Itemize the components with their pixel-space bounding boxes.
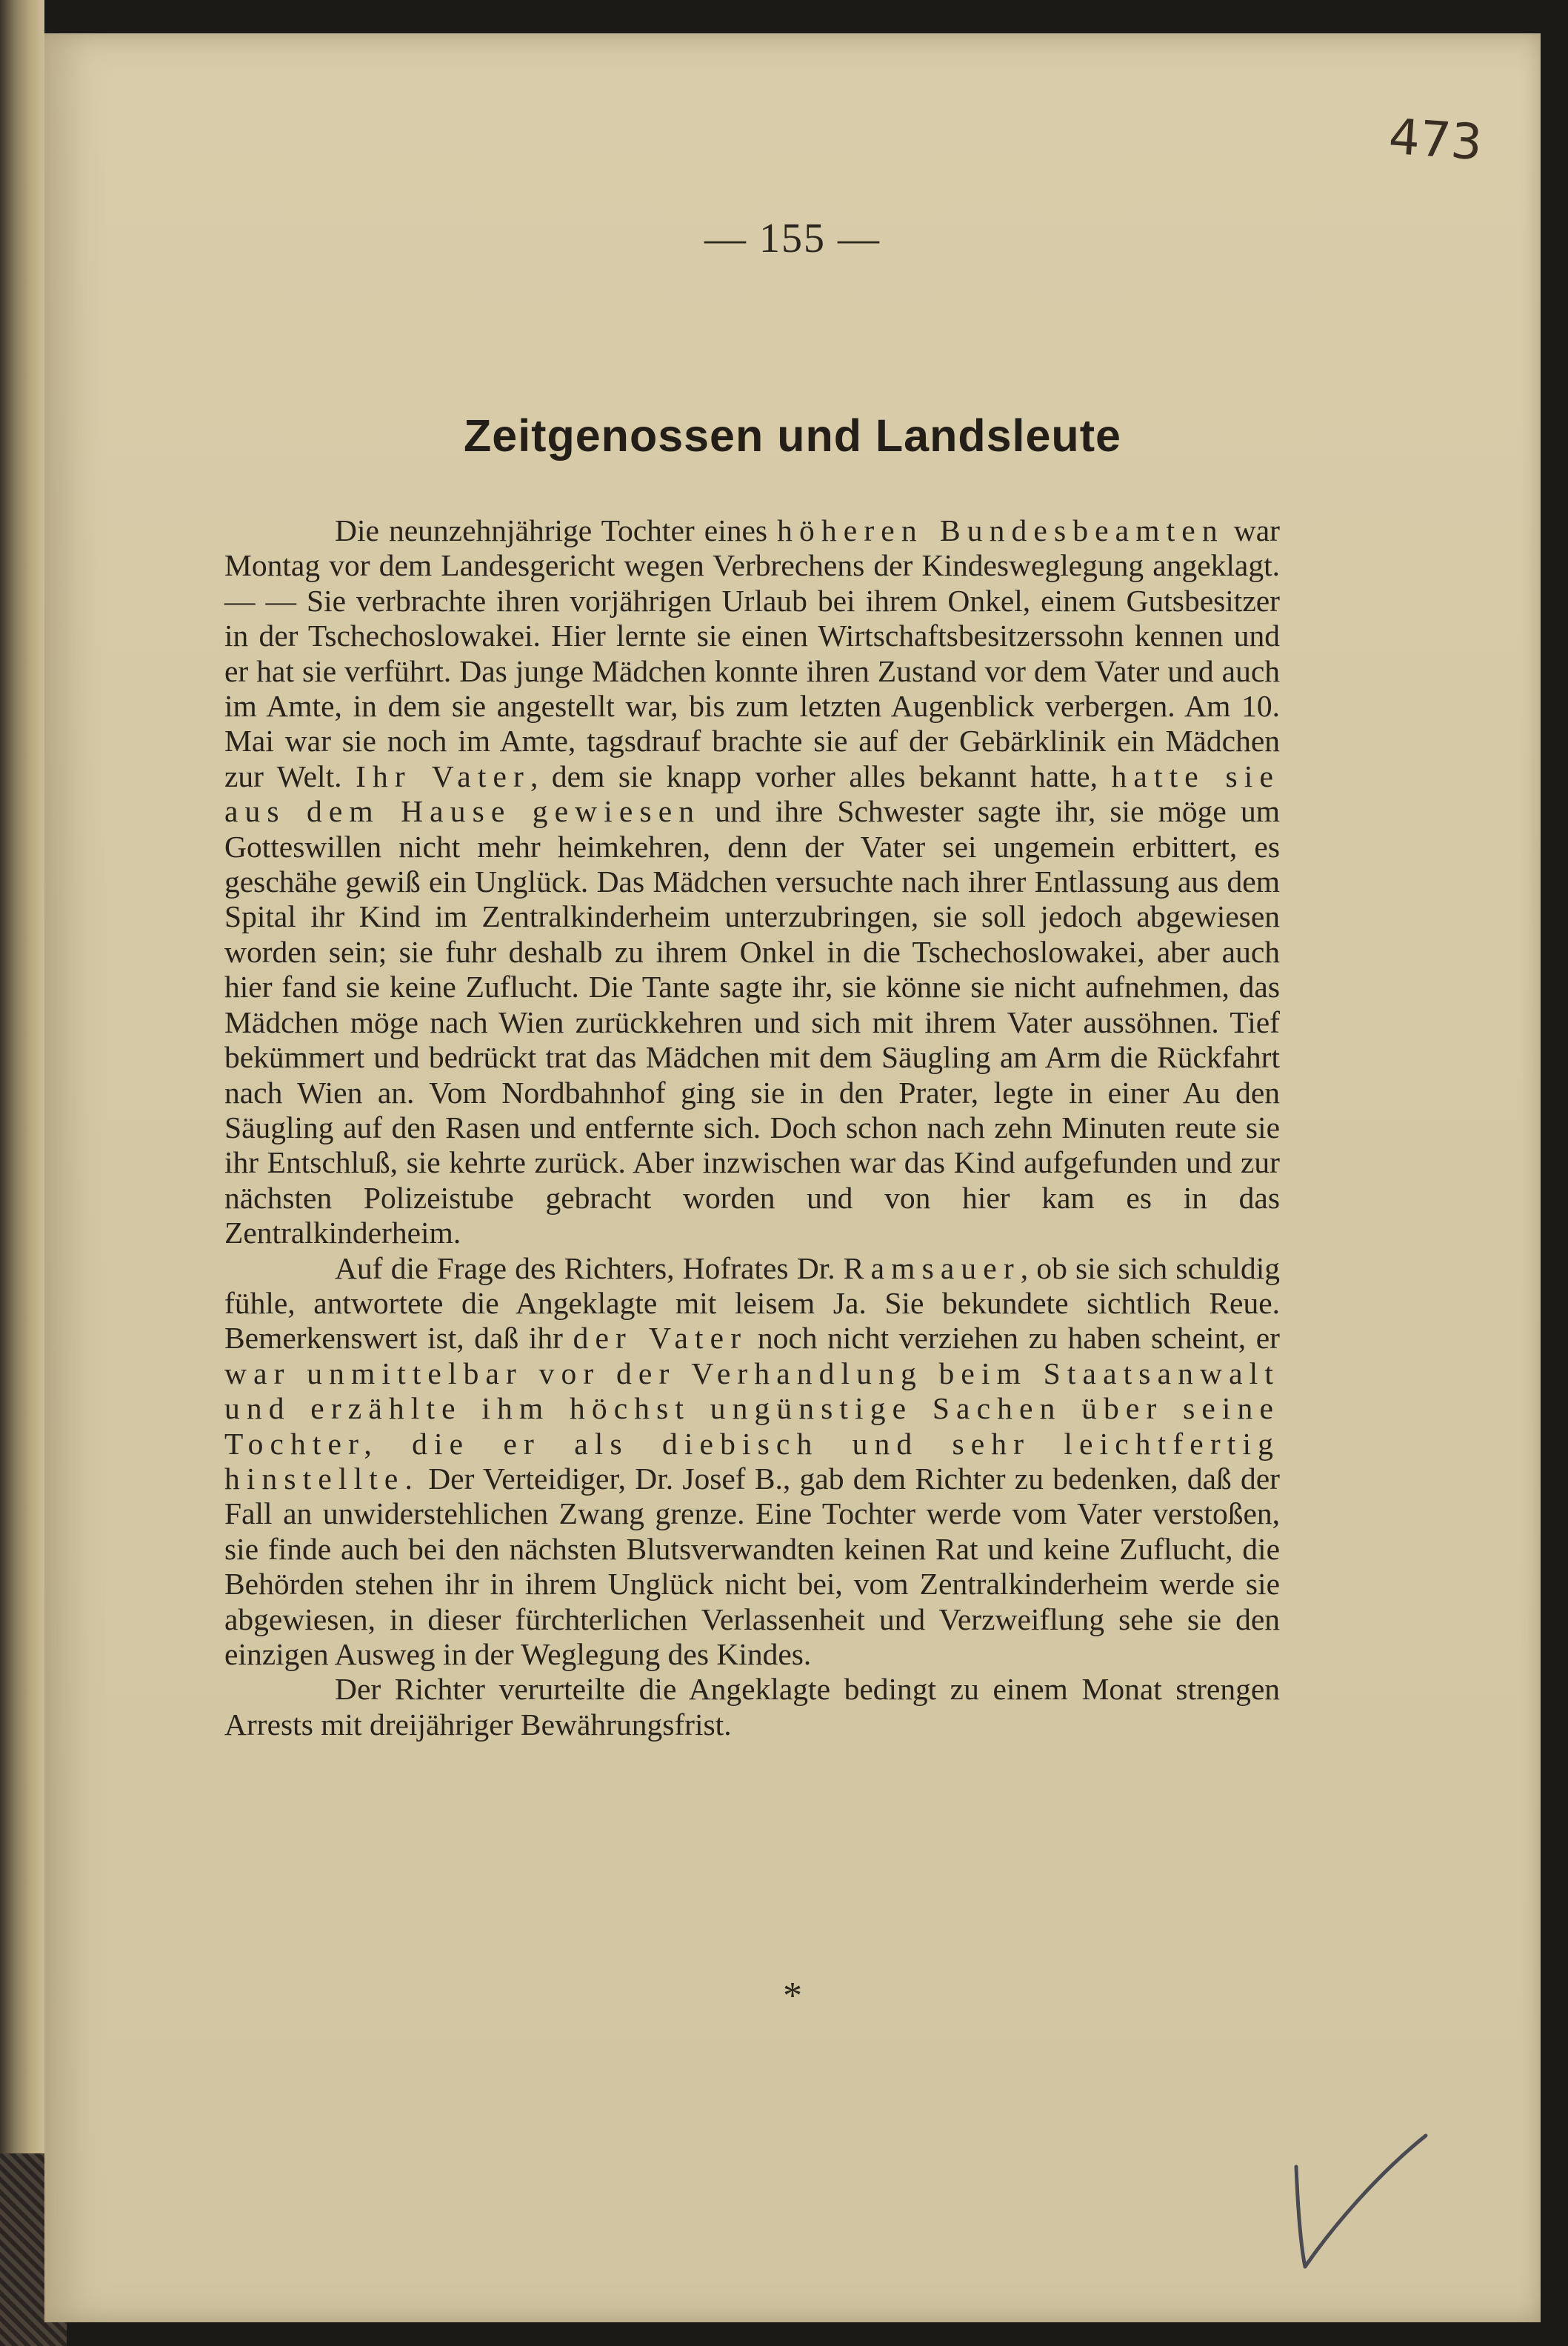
spaced-emphasis: Ihr Vater: [356, 759, 530, 793]
spaced-emphasis: war unmittelbar vor der Verhandlung beim Staatsanwalt und erzählte ihm höchst ungünstige Sachen über seine Tochter, die er als diebisch und sehr leichtfertig hinstellte.: [224, 1356, 1280, 1496]
text-run: , ob sie sich schuldig fühle, antwortete die Angeklagte mit leisem Ja. Sie bekundete sichtlich Reue. Bemerkenswert ist, daß ihr: [224, 1250, 1280, 1356]
spaced-emphasis: Ramsauer: [843, 1250, 1021, 1285]
paragraph-2: [224, 1251, 1280, 1673]
text-run: und ihre Schwester sagte ihr, sie möge um Gotteswillen nicht mehr heimkehren, denn der Vater sei ungemein erbittert, es geschähe gewiß ein Unglück. Das Mädchen versuchte nach ihrer Entlassung aus dem Spital ihr Kind im Zentralkinderheim unterzubringen, sie soll jedoch abgewiesen worden sein; sie fuhr deshalb zu ihrem Onkel in die Tschechoslowakei, aber auch hier fand sie keine Zuflucht. Die Tante sagte ihr, sie könne sie nicht aufnehmen, das Mädchen möge nach Wien zurückkehren und sich mit ihrem Vater aussöhnen. Tief bekümmert und bedrückt trat das Mädchen mit dem Säugling am Arm die Rückfahrt nach Wien an. Vom Nordbahnhof ging sie in den Prater, legte in einer Au den Säugling auf den Rasen und entfernte sich. Doch schon nach zehn Minuten reute sie ihr Entschluß, sie kehrte zurück. Aber inzwischen war das Kind aufgefunden und zur nächsten Polizeistube gebracht worden und von hier kam es in das Zentralkinderheim.: [224, 794, 1281, 1250]
handwritten-checkmark-icon: [1267, 2115, 1444, 2278]
text-run: Auf die Frage des Richters, Hofrates Dr.: [335, 1250, 844, 1285]
text-run: , dem sie knapp vorher alles bekannt hatte,: [530, 759, 1112, 793]
paragraph-3: [224, 1672, 1280, 1742]
article-body: [224, 513, 1280, 1742]
book-binding-edge: [0, 0, 44, 2346]
spaced-emphasis: höheren Bundesbeamten: [777, 513, 1224, 547]
document-page: [44, 33, 1541, 2322]
section-separator: *: [783, 1975, 802, 2017]
page-number: — 155 —: [704, 216, 881, 261]
spaced-emphasis: hatte sie aus dem Hause gewiesen: [224, 759, 1281, 829]
text-run: war Montag vor dem Landesgericht wegen Verbrechens der Kindesweglegung angeklagt. — — Sie verbrachte ihren vorjährigen Urlaub bei ihrem Onkel, einem Gutsbesitzer in der Tschechoslowakei. Hier lernte sie einen Wirtschaftsbesitzerssohn kennen und er hat sie verführt. Das junge Mädchen konnte ihren Zustand vor dem Vater und auch im Amte, in dem sie angestellt war, bis zum letzten Augenblick verbergen. Am 10. Mai war sie noch im Amte, tagsdrauf brachte sie auf der Gebärklinik ein Mädchen zur Welt.: [224, 513, 1280, 793]
text-run: noch nicht verziehen zu haben scheint, er: [747, 1321, 1280, 1356]
text-run: Der Verteidiger, Dr. Josef B., gab dem Richter zu bedenken, daß der Fall an unwiderstehlichen Zwang grenze. Eine Tochter werde vom Vater verstoßen, sie finde auch bei den nächsten Blutsverwandten keinen Rat und keine Zuflucht, die Behörden stehen ihr in ihrem Unglück nicht bei, vom Zentralkinderheim werde sie abgewiesen, in dieser fürchterlichen Verlassenheit und Verzweiflung sehe sie den einzigen Ausweg in der Weglegung des Kindes.: [224, 1461, 1280, 1671]
text-run: Der Richter verurteilte die Angeklagte bedingt zu einem Monat strengen Arrests mit dreijähriger Bewährungsfrist.: [224, 1672, 1280, 1742]
article-title: Zeitgenossen und Landsleute: [464, 410, 1121, 461]
text-run: Die neunzehnjährige Tochter eines: [335, 513, 778, 547]
handwritten-archive-number: 473: [1387, 107, 1484, 172]
spaced-emphasis: der Vater: [573, 1321, 748, 1356]
paragraph-1: [224, 513, 1280, 1251]
